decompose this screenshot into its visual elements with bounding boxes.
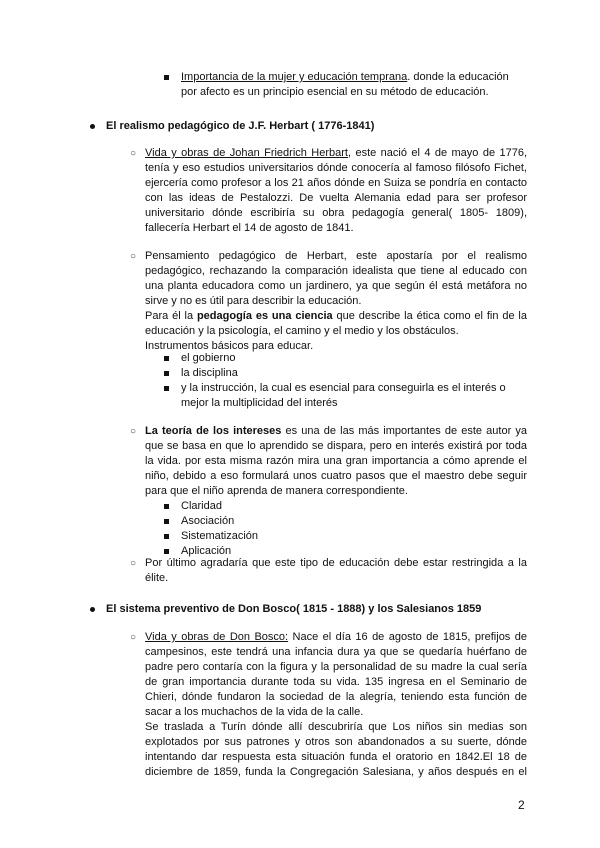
pens-line: Pensamiento pedagógico de Herbart, este apostaría por el realismo [145, 250, 527, 262]
bullet-circle-icon: ○ [130, 426, 137, 437]
para-text: que describe la ética como el fin de la [332, 310, 527, 322]
bosco-line: de gran importancia durante toda su vida. 135 ingresa en el Seminario de [145, 676, 527, 688]
teoria-line: la vida. por esta misma razón mira una gran importancia a cómo aprende el [145, 455, 527, 467]
bullet-dot-icon [90, 124, 95, 129]
bosco-line: sacar a los muchachos de la vida de la calle. [145, 706, 364, 718]
bullet-circle-icon: ○ [130, 558, 137, 569]
instr-item: la disciplina [181, 367, 238, 379]
herbart-vida-text: , este nació el 4 de mayo de 1776, [347, 147, 528, 159]
bosco-vida-link[interactable]: Vida y obras de Don Bosco: [145, 631, 289, 643]
herbart-vida [145, 146, 527, 236]
herbart-teoria [145, 424, 527, 499]
paso-item: Sistematización [181, 530, 259, 542]
bosco-line: intentando dar respuesta esta situación funda el oratorio en 1842.El 18 de [145, 751, 527, 763]
pens-line: sirve y no es útil para describir la educación. [145, 295, 362, 307]
herbart-vida-link[interactable]: Vida y obras de Johan Friedrich Herbart [145, 147, 348, 159]
bosco-line: padre pero contaría con la figura y la personalidad de su madre la cual sería [145, 661, 527, 673]
bullet-square-icon [164, 356, 169, 361]
bosco-line: campesinos, este tendrá una infancia dura ya que se quedaría huérfano de [145, 646, 527, 658]
herbart-vida-line: ejercería como profesor a los 21 años dónde en Suiza se pondría en contacto [145, 177, 527, 189]
teoria-line: niño, debido a eso formulará unos cuatro pasos que el maestro debe seguir [145, 470, 527, 482]
instr-item-line: mejor la multiplicidad del interés [181, 397, 338, 409]
pens-line: una planta educadora como un jardinero, ya que según él está metáfora no [145, 280, 527, 292]
top-item-line2: por afecto es un principio esencial en su método de educación. [181, 86, 489, 98]
bosco-line: Se traslada a Turín dónde allí descubriría que Los niños sin medias son [145, 721, 527, 733]
ultimo-line: Por último agradaría que este tipo de educación debe estar restringida a la [145, 557, 527, 569]
bullet-square-icon [164, 549, 169, 554]
bosco-vida [145, 630, 527, 780]
bosco-vida-text: Nace el día 16 de agosto de 1815, prefijos de [288, 631, 527, 643]
para-line: educación y la psicología, el camino y el medio y los obstáculos. [145, 325, 459, 337]
paso-item: Asociación [181, 515, 235, 527]
instr-item [181, 381, 527, 411]
herbart-vida-line: con las ideas de Pestalozzi. De vuelta Alemania edad para ser profesor [145, 192, 527, 204]
teoria-line: para que el niño aprenda de manera correspondiente. [145, 485, 408, 497]
bullet-square-icon [164, 504, 169, 509]
page-number: 2 [518, 798, 525, 812]
bullet-square-icon [164, 534, 169, 539]
bullet-square-icon [164, 519, 169, 524]
top-item-text: . donde la educación [407, 71, 509, 83]
bullet-square-icon [164, 75, 169, 80]
mujer-link[interactable]: Importancia de la mujer y educación temprana [181, 71, 408, 83]
instr-label: Instrumentos básicos para educar. [145, 340, 314, 352]
teoria-bold: La teoría de los intereses [145, 425, 282, 437]
herbart-vida-line: universitario dónde escribiría su obra pedagogía general( 1805- 1809), [145, 207, 527, 219]
herbart-vida-line: fallecería Herbart el 14 de agosto de 1841. [145, 222, 354, 234]
para-text: Para él la [145, 310, 197, 322]
para-bold: pedagogía es una ciencia [196, 310, 333, 322]
bosco-line: Chieri, dónde fundaron la sociedad de la alegría, teniendo esta función de [145, 691, 527, 703]
top-item [181, 70, 527, 100]
bosco-line: explotados por sus patrones y otros son abandonados a su suerte, dónde [145, 736, 527, 748]
bullet-square-icon [164, 386, 169, 391]
instr-item-line: y la instrucción, la cual es esencial para conseguirla es el interés o [181, 382, 506, 394]
herbart-ultimo [145, 556, 527, 586]
herbart-vida-line: tenía y eso estudios universitarios dónde conocería al famoso filósofo Fichet, [145, 162, 527, 174]
bosco-heading: El sistema preventivo de Don Bosco( 1815 - 1888) y los Salesianos 1859 [106, 603, 482, 615]
teoria-line: que se basa en que lo aprendido se dispara, pero en interés existirá por toda [145, 440, 527, 452]
herbart-pensamiento [145, 249, 527, 354]
teoria-text: es una de las más importantes de este autor ya [281, 425, 527, 437]
instr-item: el gobierno [181, 352, 236, 364]
bullet-dot-icon [90, 607, 95, 612]
paso-item: Claridad [181, 500, 222, 512]
bullet-circle-icon: ○ [130, 632, 137, 643]
bullet-circle-icon: ○ [130, 251, 137, 262]
bosco-line: diciembre de 1859, funda la Congregación Salesiana, y años después en el [145, 766, 527, 778]
bullet-circle-icon: ○ [130, 148, 137, 159]
paso-item: Aplicación [181, 545, 232, 557]
ultimo-line: élite. [145, 572, 169, 584]
pens-line: pedagógico, rechazando la comparación idealista que tiene al educado con [145, 265, 527, 277]
herbart-heading: El realismo pedagógico de J.F. Herbart ( 1776-1841) [106, 120, 375, 132]
bullet-square-icon [164, 371, 169, 376]
